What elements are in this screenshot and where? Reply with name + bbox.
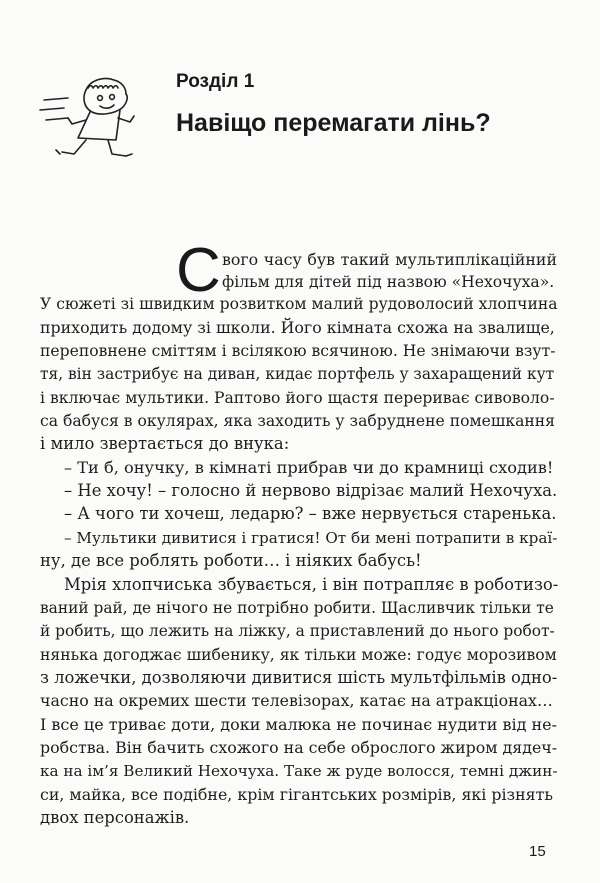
chapter-label: Розділ 1 (176, 71, 255, 92)
text-line: й робить, що лежить на ліжку, а приставлений до нього робот- (40, 622, 555, 640)
text-line: ваний рай, де нічого не потрібно робити. Щасливчик тільки те (40, 599, 554, 617)
text-line: часно на окремих шести телевізорах, катає на атракціонах… (40, 691, 553, 710)
text-line: фільм для дітей під назвою «Нехочуха». (222, 273, 555, 291)
text-line: переповнене сміттям і всілякою всячиною. Не знімаючи взут- (40, 342, 556, 360)
page-number: 15 (529, 843, 546, 860)
chapter-title: Навіщо перемагати лінь? (176, 109, 491, 137)
text-line: тя, він застрибує на диван, кидає портфель у захаращений кут (40, 365, 555, 383)
text-line: вого часу був такий мультиплікаційний (222, 250, 557, 269)
text-line: – Ти б, онучку, в кімнаті прибрав чи до крамниці сходив! (64, 458, 554, 477)
text-line: – Мультики дивитися і гратися! От би мені потрапити в краї- (64, 529, 558, 547)
text-line: – Не хочу! – голосно й нервово відрізає малий Нехочуха. (64, 481, 558, 500)
text-line: і мило звертається до внука: (40, 434, 290, 453)
text-line: ка на ім’я Великий Нехочуха. Таке ж руде волосся, темні джин- (40, 762, 558, 780)
text-line: І все це триває доти, доки малюка не починає нудити від не- (40, 715, 558, 734)
drop-cap: С (176, 236, 221, 305)
text-line: – А чого ти хочеш, ледарю? – вже нервується старенька. (64, 504, 557, 523)
text-line: з ложечки, дозволяючи дивитися шість мультфільмів одно- (40, 668, 558, 687)
text-line: У сюжеті зі швидким розвитком малий рудоволосий хлопчина (40, 295, 558, 313)
text-line: си, майка, все подібне, крім гігантських розмірів, які різнять (40, 785, 553, 804)
text-line: нянька догоджає шибенику, як тільки може: годує морозивом (40, 646, 557, 664)
text-line: і включає мультики. Раптово його щастя перериває сивоволо- (40, 389, 555, 407)
text-line: ну, де все роблять роботи… і ніяких бабусь! (40, 551, 422, 570)
text-line: двох персонажів. (40, 808, 190, 827)
text-line: робства. Він бачить схожого на себе оброслого жиром дядеч- (40, 738, 558, 757)
text-line: Мрія хлопчиська збувається, і він потрапляє в роботизо- (64, 575, 559, 594)
text-line: приходить додому зі школи. Його кімната схожа на звалище, (40, 318, 555, 337)
text-line: са бабуся в окулярах, яка заходить у забруднене помешкання (40, 412, 556, 430)
